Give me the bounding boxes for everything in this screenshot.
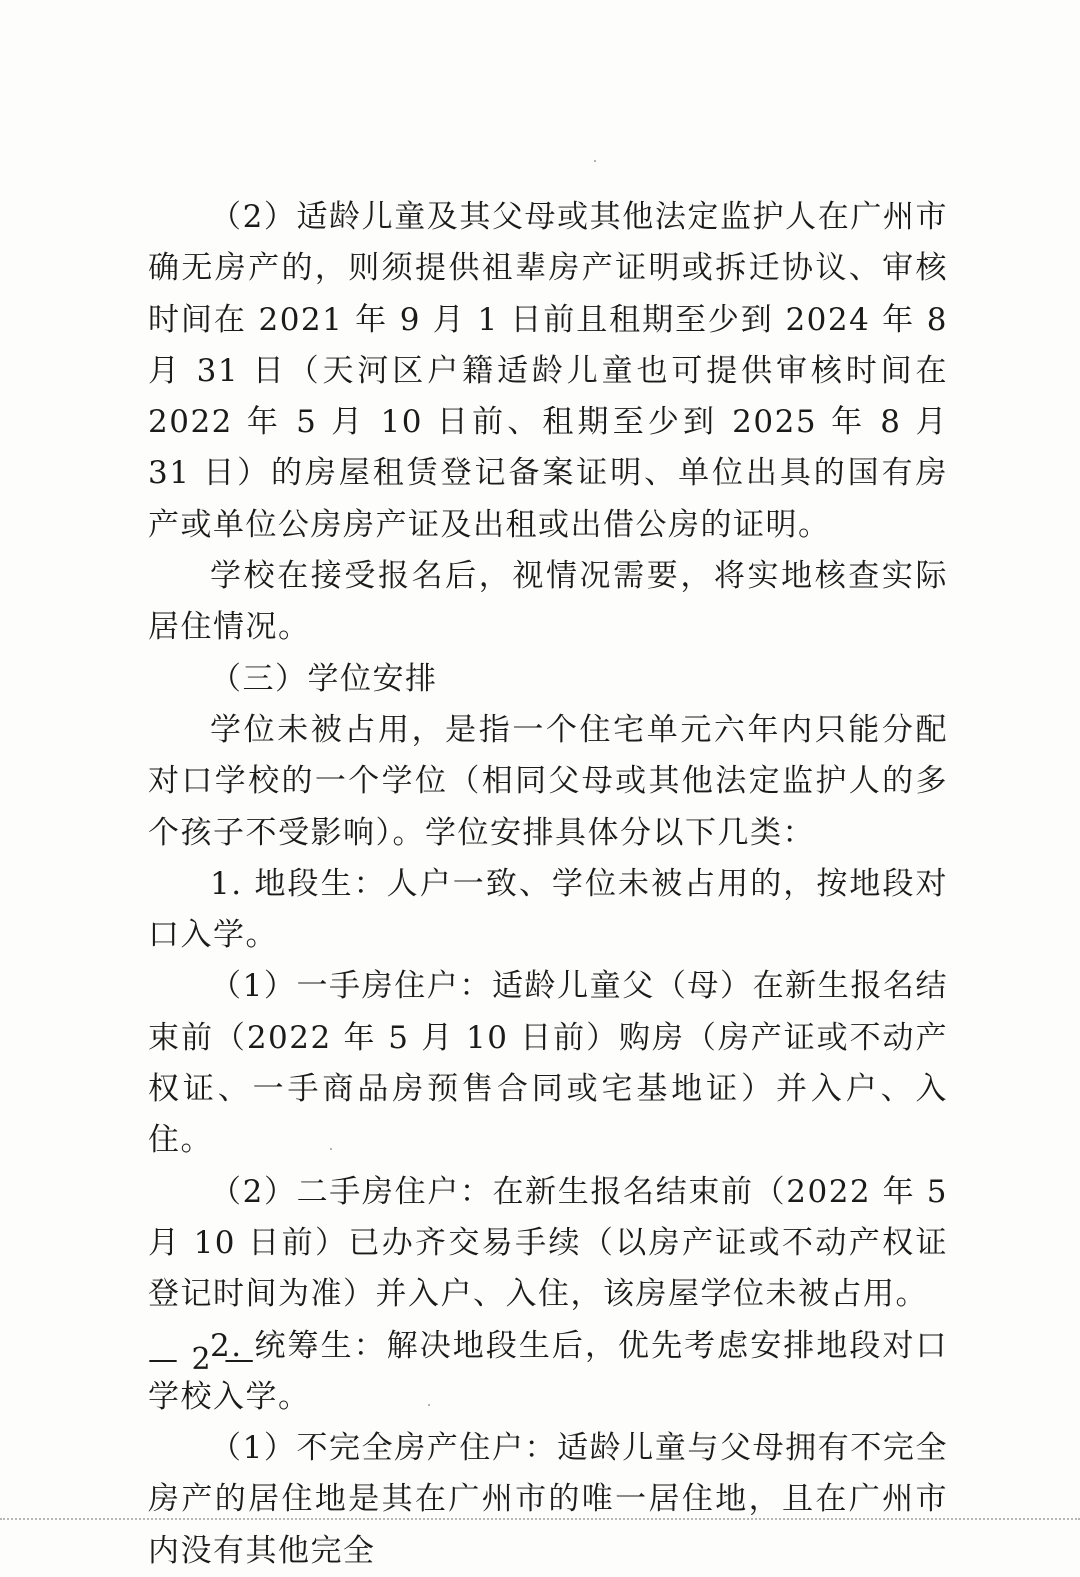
scan-edge-line [0, 1518, 1080, 1520]
page-number: — 2 — [148, 1342, 257, 1377]
scan-speck [594, 160, 596, 162]
paragraph-coordinated-students: 2. 统筹生：解决地段生后，优先考虑安排地段对口学校入学。 [148, 1327, 948, 1415]
paragraph-school-verification: 学校在接受报名后，视情况需要，将实地核查实际居住情况。 [148, 558, 948, 646]
paragraph-first-hand-housing: （1）一手房住户：适龄儿童父（母）在新生报名结束前（2022 年 5 月 10 日前）购房（房产证或不动产权证、一手商品房预售合同或宅基地证）并入户、入住。 [148, 968, 948, 1159]
paragraph-second-hand-housing: （2）二手房住户：在新生报名结束前（2022 年 5 月 10 日前）已办齐交易手续（以房产证或不动产权证登记时间为准）并入户、入住，该房屋学位未被占用。 [148, 1173, 948, 1313]
section-heading-degree-arrangement: （三）学位安排 [210, 660, 438, 697]
paragraph-district-students: 1. 地段生：人户一致、学位未被占用的，按地段对口入学。 [148, 865, 948, 954]
document-body [148, 192, 948, 1577]
paragraph-incomplete-property: （1）不完全房产住户：适龄儿童与父母拥有不完全房产的居住地是其在广州市的唯一居住地，且在广州市内没有其他完全 [148, 1430, 948, 1569]
paragraph-housing-proof: （2）适龄儿童及其父母或其他法定监护人在广州市确无房产的，则须提供祖辈房产证明或拆迁协议、审核时间在 2021 年 9 月 1 日前且租期至少到 2024 年 8 月 31 日（天河区户籍适龄儿童也可提供审核时间在 2022 年 5 月 10 日前、租期至少到 2025 年 8 月 31 日）的房屋租赁登记备案证明、单位出具的国有房产或单位公房房产证及出租或出借公房的证明。 [148, 199, 948, 543]
paragraph-degree-definition: 学位未被占用，是指一个住宅单元六年内只能分配对口学校的一个学位（相同父母或其他法定监护人的多个孩子不受影响）。学位安排具体分以下几类： [148, 711, 948, 851]
